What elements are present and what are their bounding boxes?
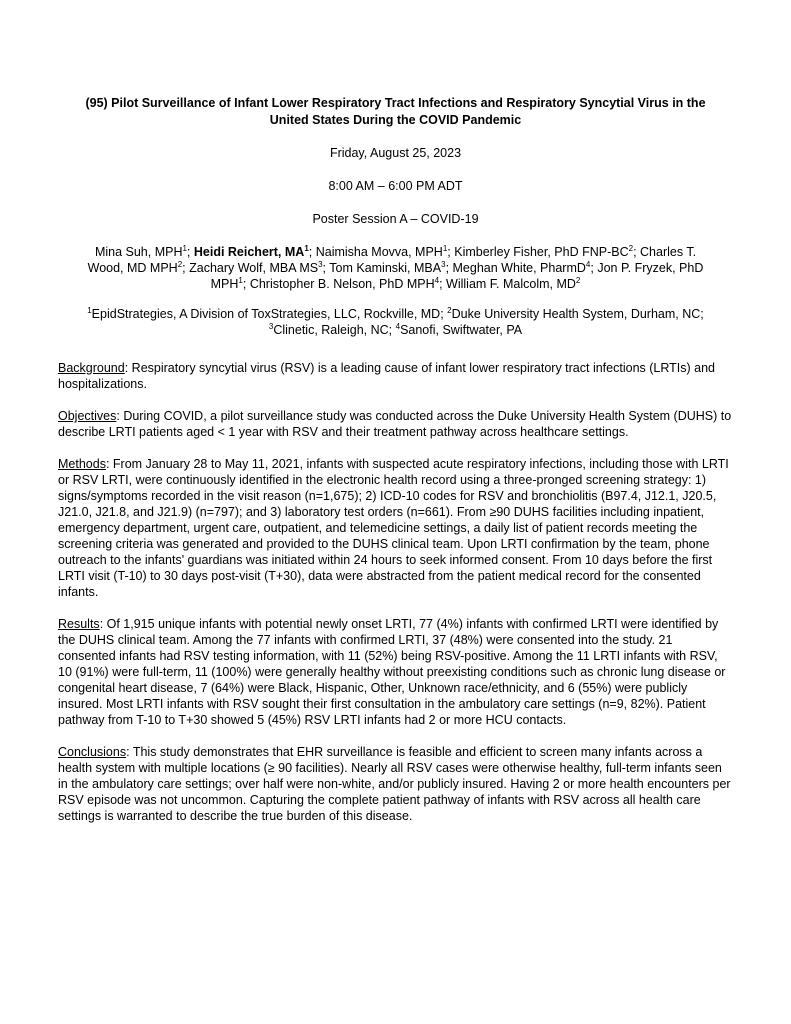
section-label: Background [58, 361, 125, 375]
session-date: Friday, August 25, 2023 [329, 146, 462, 160]
author-run-text: Kimberley Fisher, PhD FNP-BC [454, 245, 629, 259]
author-run-superscript: 1 [182, 243, 187, 253]
abstract-section-results: Results: Of 1,915 unique infants with potential newly onset LRTI, 77 (4%) infants with confirmed LRTI were identified by the DUHS clinical team. Among the 77 infants with confirmed LRTI, 37 (48%) were consented into the study. 21 consented infants had RSV testing information, with 11 (52%) being RSV-positive. Among the 11 LRTI infants with RSV, 10 (91%) were full-term, 11 (100%) were generally healthy without preexisting conditions such as chronic lung disease or congenital heart disease, 7 (64%) were Black, Hispanic, Other, Unknown race/ethnicity, and 6 (55%) were publicly insured. Most LRTI infants with RSV sought their first consultation in the ambulatory care settings (n=9, 82%). Patient pathway from T-10 to T+30 showed 5 (45%) RSV LRTI infants had 2 or more HCU contacts. [58, 617, 726, 727]
title-line-2: United States During the COVID Pandemic [269, 112, 522, 127]
author-run-text: ; [322, 261, 330, 275]
title-line-1: (95) Pilot Surveillance of Infant Lower Respiratory Tract Infections and Respiratory Syncytial Virus in the [85, 96, 706, 110]
author-run-text: Mina Suh, MPH [94, 245, 183, 259]
abstract-section-methods: Methods: From January 28 to May 11, 2021, infants with suspected acute respiratory infections, including those with LRTI or RSV LRTI, were continuously identified in the electronic health record using a three-pronged screening strategy: 1) signs/symptoms recorded in the visit reason (n=1,675); 2) ICD-10 codes for RSV and bronchiolitis (B97.4, J12.1, J20.5, J21.0, J21.8, and J21.9) (n=797); and 3) laboratory test orders (n=661). From ≥90 DUHS facilities including inpatient, emergency department, urgent care, outpatient, and telemedicine settings, a daily list of patient records meeting the screening criteria was generated and provided to the DUHS clinical team. Upon LRTI confirmation by the team, phone outreach to the infants' guardians was initiated within 24 hours to seek informed consent. From 10 days before the first LRTI visit (T-10) to 30 days post-visit (T+30), data were abstracted from the patient medical record for the consented infants. [58, 457, 729, 599]
affiliation-run-superscript: 2 [447, 305, 452, 315]
affiliation-run-superscript: 1 [87, 305, 92, 315]
author-run-text: ; [447, 245, 455, 259]
section-label: Conclusions [58, 745, 127, 759]
author-run-superscript: 3 [318, 259, 323, 269]
author-run-text: Naimisha Movva, MPH [315, 245, 443, 259]
author-run-text: Jon P. Fryzek, PhD MPH [210, 261, 704, 291]
author-run-text: Zachary Wolf, MBA MS [189, 261, 319, 275]
author-run-text: William F. Malcolm, MD [446, 277, 576, 291]
author-run-text: Heidi Reichert, MA [193, 245, 305, 259]
affiliation-run-text: Duke University Health System, Durham, NC; [451, 307, 704, 321]
abstract-body [58, 360, 733, 824]
author-run-text: Christopher B. Nelson, PhD MPH [249, 277, 435, 291]
author-run-text: ; [439, 277, 447, 291]
section-text: Respiratory syncytial virus (RSV) is a leading cause of infant lower respiratory tract infections (LRTIs) and hospitalizations. [58, 361, 716, 391]
author-run-text: Meghan White, PharmD [452, 261, 586, 275]
author-run-text: ; [445, 261, 453, 275]
author-run-superscript: 1 [442, 243, 448, 253]
abstract-section-objectives: Objectives: During COVID, a pilot surveillance study was conducted across the Duke University Health System (DUHS) to describe LRTI patients aged < 1 year with RSV and their treatment pathway across healthcare settings. [58, 409, 732, 439]
section-text: From January 28 to May 11, 2021, infants with suspected acute respiratory infections, including those with LRTI or RSV LRTI, were continuously identified in the electronic health record using a three-pronged screening strategy: 1) signs/symptoms recorded in the visit reason (n=1,675); 2) ICD-10 codes for RSV and bronchiolitis (B97.4, J12.1, J20.5, J21.0, J21.8, and J21.9) (n=797); and 3) laboratory test orders (n=661). From ≥90 DUHS facilities including inpatient, emergency department, urgent care, outpatient, and telemedicine settings, a daily list of patient records meeting the screening criteria was generated and provided to the DUHS clinical team. Upon LRTI confirmation by the team, phone outreach to the infants' guardians was initiated within 24 hours to seek informed consent. From 10 days before the first LRTI visit (T-10) to 30 days post-visit (T+30), data were abstracted from the patient medical record for the consented infants. [58, 457, 729, 599]
author-run-text: ; [242, 277, 250, 291]
section-text: Of 1,915 unique infants with potential newly onset LRTI, 77 (4%) infants with confirmed LRTI were identified by the DUHS clinical team. Among the 77 infants with confirmed LRTI, 37 (48%) were consented into the study. 21 consented infants had RSV testing information, with 11 (52%) being RSV-positive. Among the 11 LRTI infants with RSV, 10 (91%) were full-term, 11 (100%) were generally healthy without preexisting conditions such as chronic lung disease or congenital heart disease, 7 (64%) were Black, Hispanic, Other, Unknown race/ethnicity, and 6 (55%) were publicly insured. Most LRTI infants with RSV sought their first consultation in the ambulatory care settings (n=9, 82%). Patient pathway from T-10 to T+30 showed 5 (45%) RSV LRTI infants had 2 or more HCU contacts. [58, 617, 726, 727]
author-run-text: ; [186, 245, 194, 259]
author-run-superscript: 2 [177, 259, 183, 269]
page-title [58, 95, 733, 128]
section-text: During COVID, a pilot surveillance study was conducted across the Duke University Health System (DUHS) to describe LRTI patients aged < 1 year with RSV and their treatment pathway across healthcare settings. [58, 409, 732, 439]
author-run-superscript: 1 [304, 243, 309, 253]
author-run-text: Tom Kaminski, MBA [329, 261, 442, 275]
author-run-superscript: 3 [441, 259, 446, 269]
author-run-superscript: 1 [238, 275, 243, 285]
affiliation-run-text: EpidStrategies, A Division of ToxStrategies, LLC, Rockville, MD; [91, 307, 448, 321]
author-run-superscript: 2 [628, 243, 634, 253]
author-run-superscript: 4 [585, 259, 591, 269]
session-name: Poster Session A – COVID-19 [312, 212, 479, 226]
author-run-text: ; [590, 261, 598, 275]
affiliation-run-text: Sanofi, Swiftwater, PA [400, 323, 523, 337]
abstract-section-conclusions: Conclusions: This study demonstrates that EHR surveillance is feasible and efficient to screen many infants across a health system with multiple locations (≥ 90 facilities). Nearly all RSV cases were otherwise healthy, full-term infants seen in the ambulatory care settings; over half were non-white, and/or publicly insured. Having 2 or more health encounters per RSV episode was not uncommon. Capturing the complete patient pathway of infants with RSV across all health care settings is warranted to describe the true burden of this disease. [58, 745, 731, 823]
affiliation-run-text: Clinetic, Raleigh, NC; [273, 323, 396, 337]
section-label: Methods [58, 457, 106, 471]
affiliation-run-superscript: 4 [395, 321, 401, 331]
author-run-text: ; [308, 245, 316, 259]
author-run-text: ; [633, 245, 641, 259]
author-run-superscript: 4 [434, 275, 440, 285]
section-label: Results [58, 617, 100, 631]
affiliation-run-superscript: 3 [268, 321, 274, 331]
author-run-text: ; [182, 261, 190, 275]
author-run-superscript: 2 [575, 275, 581, 285]
section-text: This study demonstrates that EHR surveillance is feasible and efficient to screen many infants across a health system with multiple locations (≥ 90 facilities). Nearly all RSV cases were otherwise healthy, full-term infants seen in the ambulatory care settings; over half were non-white, and/or publicly insured. Having 2 or more health encounters per RSV episode was not uncommon. Capturing the complete patient pathway of infants with RSV across all health care settings is warranted to describe the true burden of this disease. [58, 745, 731, 823]
section-label: Objectives [58, 409, 117, 423]
author-run-text: Charles T. Wood, MD MPH [87, 245, 697, 275]
affiliation-list [58, 306, 733, 338]
author-list [58, 244, 733, 292]
abstract-section-background: Background: Respiratory syncytial virus (RSV) is a leading cause of infant lower respiratory tract infections (LRTIs) and hospitalizations. [58, 361, 716, 391]
session-time: 8:00 AM – 6:00 PM ADT [328, 179, 463, 193]
